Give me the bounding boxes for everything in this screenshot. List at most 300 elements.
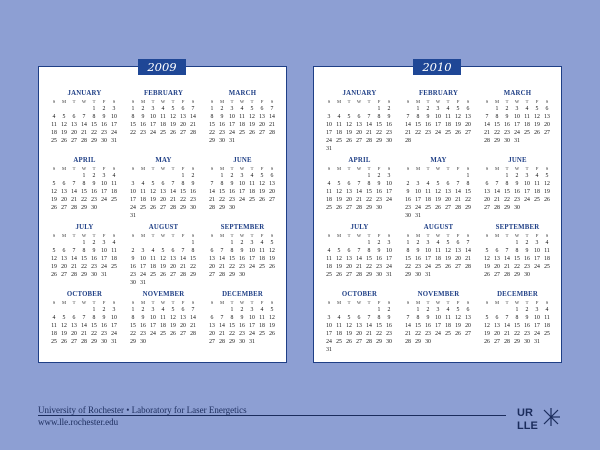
day-cell: 29 bbox=[81, 272, 87, 278]
day-cell: 2 bbox=[131, 248, 135, 254]
month-block bbox=[203, 89, 282, 156]
day-cell: 5 bbox=[436, 181, 440, 187]
week-row bbox=[203, 172, 282, 180]
weekday-header: T bbox=[151, 300, 155, 305]
day-cell: 7 bbox=[210, 181, 214, 187]
day-cell: 9 bbox=[92, 181, 96, 187]
day-cell: 16 bbox=[386, 122, 392, 128]
day-cell: 11 bbox=[259, 315, 265, 321]
day-cell: 23 bbox=[425, 331, 431, 337]
day-cell: 13 bbox=[269, 181, 275, 187]
day-cell: 13 bbox=[259, 114, 265, 120]
week-row bbox=[320, 338, 399, 346]
weekday-header: M bbox=[336, 166, 342, 171]
day-cell: 21 bbox=[455, 197, 461, 203]
day-cell: 27 bbox=[71, 138, 77, 144]
week-row bbox=[203, 338, 282, 346]
week-row bbox=[399, 247, 478, 255]
week-row bbox=[399, 129, 478, 137]
day-cell: 12 bbox=[160, 256, 166, 262]
day-cell: 26 bbox=[269, 331, 275, 337]
day-cell: 21 bbox=[465, 256, 471, 262]
day-cell: 20 bbox=[346, 264, 352, 270]
day-cell: 20 bbox=[346, 197, 352, 203]
weekday-header: M bbox=[336, 300, 342, 305]
day-cell: 11 bbox=[111, 181, 117, 187]
weekday-header-row bbox=[124, 299, 203, 306]
day-cell: 2 bbox=[102, 106, 106, 112]
weekday-header: W bbox=[81, 99, 87, 104]
day-cell: 3 bbox=[426, 240, 430, 246]
weekday-header-row bbox=[320, 299, 399, 306]
weekday-header-row bbox=[399, 98, 478, 105]
day-cell: 30 bbox=[376, 205, 382, 211]
day-cell bbox=[423, 137, 433, 145]
week-row bbox=[320, 129, 399, 137]
day-cell: 10 bbox=[386, 248, 392, 254]
day-cell: 10 bbox=[140, 256, 146, 262]
day-cell: 16 bbox=[239, 256, 245, 262]
day-cell: 27 bbox=[71, 339, 77, 345]
day-cell bbox=[324, 105, 334, 113]
day-cell: 22 bbox=[91, 130, 97, 136]
day-cell: 26 bbox=[61, 138, 67, 144]
weekday-header: T bbox=[446, 300, 450, 305]
day-cell bbox=[109, 271, 119, 279]
week-row bbox=[124, 121, 203, 129]
day-cell: 3 bbox=[525, 173, 529, 179]
day-cell: 22 bbox=[81, 264, 87, 270]
day-cell: 29 bbox=[376, 339, 382, 345]
day-cell: 22 bbox=[514, 331, 520, 337]
weekday-header: T bbox=[347, 300, 351, 305]
day-cell: 12 bbox=[346, 323, 352, 329]
weekday-header: W bbox=[514, 166, 520, 171]
weekday-header-row bbox=[320, 165, 399, 172]
day-cell: 21 bbox=[219, 264, 225, 270]
day-cell: 14 bbox=[405, 323, 411, 329]
day-cell: 30 bbox=[524, 339, 530, 345]
day-cell: 19 bbox=[435, 197, 441, 203]
day-cell bbox=[69, 239, 79, 247]
day-cell: 16 bbox=[376, 256, 382, 262]
day-cell: 26 bbox=[170, 130, 176, 136]
day-cell: 27 bbox=[544, 130, 550, 136]
day-cell: 20 bbox=[209, 264, 215, 270]
day-cell: 2 bbox=[191, 173, 195, 179]
year-badge-2010: 2010 bbox=[413, 59, 461, 75]
day-cell: 5 bbox=[456, 106, 460, 112]
weekday-header: S bbox=[485, 166, 489, 171]
day-cell: 11 bbox=[425, 189, 431, 195]
weekday-header: W bbox=[435, 233, 441, 238]
day-cell: 4 bbox=[525, 106, 529, 112]
day-cell: 3 bbox=[151, 106, 155, 112]
day-cell: 28 bbox=[504, 339, 510, 345]
day-cell bbox=[463, 338, 473, 346]
day-cell: 12 bbox=[51, 189, 57, 195]
day-cell: 16 bbox=[504, 122, 510, 128]
day-cell: 14 bbox=[81, 323, 87, 329]
day-cell: 14 bbox=[504, 323, 510, 329]
weekday-header: T bbox=[171, 99, 175, 104]
day-cell: 10 bbox=[111, 114, 117, 120]
day-cell: 15 bbox=[229, 256, 235, 262]
day-cell: 8 bbox=[230, 315, 234, 321]
weekday-header: T bbox=[446, 99, 450, 104]
day-cell: 11 bbox=[51, 323, 57, 329]
day-cell: 21 bbox=[209, 197, 215, 203]
weekday-header: S bbox=[327, 166, 331, 171]
day-cell: 28 bbox=[219, 339, 225, 345]
day-cell: 19 bbox=[61, 130, 67, 136]
day-cell: 16 bbox=[415, 256, 421, 262]
day-cell: 17 bbox=[534, 323, 540, 329]
week-row bbox=[124, 314, 203, 322]
day-cell: 29 bbox=[190, 272, 196, 278]
day-cell: 20 bbox=[465, 122, 471, 128]
day-cell: 7 bbox=[220, 248, 224, 254]
day-cell bbox=[79, 306, 89, 314]
day-cell: 13 bbox=[160, 189, 166, 195]
day-cell: 27 bbox=[180, 331, 186, 337]
day-cell: 31 bbox=[326, 146, 332, 152]
day-cell: 8 bbox=[377, 315, 381, 321]
month-block bbox=[124, 223, 203, 290]
week-row bbox=[478, 121, 557, 129]
week-row bbox=[203, 306, 282, 314]
week-row bbox=[124, 180, 203, 188]
day-cell: 4 bbox=[161, 307, 165, 313]
day-cell bbox=[463, 271, 473, 279]
day-cell: 25 bbox=[425, 205, 431, 211]
day-cell: 29 bbox=[180, 205, 186, 211]
day-cell bbox=[344, 306, 354, 314]
weekday-header: S bbox=[485, 300, 489, 305]
week-row bbox=[320, 188, 399, 196]
day-cell: 7 bbox=[72, 248, 76, 254]
day-cell: 24 bbox=[111, 130, 117, 136]
day-cell bbox=[158, 172, 168, 180]
day-cell: 23 bbox=[405, 205, 411, 211]
day-cell bbox=[178, 212, 188, 220]
day-cell: 3 bbox=[112, 106, 116, 112]
weekday-header: S bbox=[210, 166, 214, 171]
day-cell: 4 bbox=[436, 240, 440, 246]
week-row bbox=[124, 255, 203, 263]
day-cell: 28 bbox=[209, 205, 215, 211]
day-cell: 14 bbox=[356, 256, 362, 262]
day-cell: 20 bbox=[180, 122, 186, 128]
day-cell: 3 bbox=[141, 248, 145, 254]
weekday-header-row bbox=[124, 98, 203, 105]
week-row bbox=[203, 263, 282, 271]
week-row bbox=[399, 105, 478, 113]
day-cell bbox=[443, 137, 453, 145]
weekday-header: S bbox=[270, 300, 274, 305]
day-cell: 12 bbox=[455, 114, 461, 120]
day-cell: 7 bbox=[485, 114, 489, 120]
day-cell: 28 bbox=[71, 272, 77, 278]
day-cell: 26 bbox=[455, 331, 461, 337]
day-cell: 17 bbox=[150, 323, 156, 329]
day-cell: 7 bbox=[82, 315, 86, 321]
weekday-header: F bbox=[456, 99, 460, 104]
weekday-header: T bbox=[525, 300, 529, 305]
month-block bbox=[45, 156, 124, 223]
day-cell: 26 bbox=[484, 339, 490, 345]
day-cell: 29 bbox=[376, 138, 382, 144]
day-cell: 24 bbox=[140, 272, 146, 278]
day-cell: 9 bbox=[141, 315, 145, 321]
day-cell: 8 bbox=[416, 315, 420, 321]
week-row bbox=[320, 271, 399, 279]
day-cell bbox=[188, 279, 198, 287]
day-cell bbox=[443, 271, 453, 279]
day-cell bbox=[207, 306, 217, 314]
day-cell: 26 bbox=[455, 130, 461, 136]
weekday-header: M bbox=[494, 300, 500, 305]
weekday-header: W bbox=[514, 300, 520, 305]
day-cell: 17 bbox=[386, 189, 392, 195]
day-cell: 28 bbox=[465, 264, 471, 270]
day-cell bbox=[354, 145, 364, 153]
weekday-header: M bbox=[415, 233, 421, 238]
weekday-header: T bbox=[347, 99, 351, 104]
day-cell: 11 bbox=[160, 315, 166, 321]
day-cell: 18 bbox=[435, 256, 441, 262]
weekday-header: W bbox=[239, 233, 245, 238]
day-cell bbox=[168, 212, 178, 220]
day-cell: 6 bbox=[210, 248, 214, 254]
week-row bbox=[45, 188, 124, 196]
weekday-header: M bbox=[336, 233, 342, 238]
day-cell bbox=[138, 172, 148, 180]
weekday-header: S bbox=[131, 300, 135, 305]
day-cell: 26 bbox=[160, 272, 166, 278]
day-cell: 25 bbox=[534, 197, 540, 203]
day-cell: 2 bbox=[387, 106, 391, 112]
day-cell: 5 bbox=[250, 106, 254, 112]
day-cell bbox=[334, 346, 344, 354]
day-cell: 14 bbox=[170, 189, 176, 195]
day-cell: 17 bbox=[101, 256, 107, 262]
day-cell: 11 bbox=[445, 114, 451, 120]
day-cell: 5 bbox=[161, 248, 165, 254]
day-cell: 28 bbox=[366, 138, 372, 144]
month-name: APRIL bbox=[348, 157, 371, 164]
month-block bbox=[320, 223, 399, 290]
day-cell: 24 bbox=[386, 264, 392, 270]
day-cell bbox=[542, 271, 552, 279]
day-cell bbox=[334, 239, 344, 247]
day-cell bbox=[138, 239, 148, 247]
day-cell: 24 bbox=[229, 130, 235, 136]
weekday-header: S bbox=[485, 233, 489, 238]
day-cell: 20 bbox=[356, 331, 362, 337]
day-cell: 11 bbox=[239, 114, 245, 120]
day-cell: 5 bbox=[260, 173, 264, 179]
weekday-header: F bbox=[456, 233, 460, 238]
months-grid-2009 bbox=[45, 89, 282, 357]
week-row bbox=[399, 306, 478, 314]
weekday-header: T bbox=[230, 166, 234, 171]
day-cell: 9 bbox=[406, 189, 410, 195]
day-cell: 26 bbox=[435, 205, 441, 211]
weekday-header: W bbox=[514, 233, 520, 238]
day-cell bbox=[482, 239, 492, 247]
weekday-header: M bbox=[61, 99, 67, 104]
day-cell: 23 bbox=[524, 264, 530, 270]
day-cell: 4 bbox=[446, 106, 450, 112]
day-cell: 7 bbox=[82, 114, 86, 120]
week-row bbox=[124, 322, 203, 330]
day-cell: 23 bbox=[514, 197, 520, 203]
day-cell: 22 bbox=[180, 197, 186, 203]
day-cell: 23 bbox=[524, 331, 530, 337]
week-row bbox=[399, 338, 478, 346]
day-cell: 21 bbox=[71, 197, 77, 203]
day-cell: 23 bbox=[91, 197, 97, 203]
day-cell: 4 bbox=[337, 315, 341, 321]
day-cell bbox=[374, 346, 384, 354]
day-cell: 30 bbox=[239, 272, 245, 278]
day-cell: 4 bbox=[260, 240, 264, 246]
weekday-header: W bbox=[356, 233, 362, 238]
day-cell: 15 bbox=[130, 323, 136, 329]
week-row bbox=[45, 338, 124, 346]
day-cell: 29 bbox=[91, 138, 97, 144]
day-cell: 25 bbox=[259, 264, 265, 270]
day-cell: 22 bbox=[465, 197, 471, 203]
week-row bbox=[124, 129, 203, 137]
day-cell: 29 bbox=[415, 339, 421, 345]
day-cell: 3 bbox=[250, 307, 254, 313]
day-cell: 4 bbox=[260, 307, 264, 313]
day-cell: 28 bbox=[71, 205, 77, 211]
day-cell: 14 bbox=[366, 122, 372, 128]
weekday-header: W bbox=[160, 300, 166, 305]
day-cell: 18 bbox=[544, 323, 550, 329]
day-cell: 12 bbox=[534, 114, 540, 120]
day-cell: 12 bbox=[484, 323, 490, 329]
day-cell: 29 bbox=[405, 272, 411, 278]
day-cell bbox=[354, 306, 364, 314]
day-cell: 2 bbox=[515, 173, 519, 179]
day-cell: 8 bbox=[377, 114, 381, 120]
day-cell bbox=[502, 239, 512, 247]
day-cell: 13 bbox=[494, 323, 500, 329]
logo-text-lle: LLE bbox=[517, 420, 538, 431]
day-cell bbox=[267, 338, 277, 346]
week-row bbox=[203, 314, 282, 322]
day-cell bbox=[423, 172, 433, 180]
weekday-header: F bbox=[456, 166, 460, 171]
day-cell: 25 bbox=[336, 339, 342, 345]
day-cell: 28 bbox=[484, 138, 490, 144]
week-row bbox=[45, 239, 124, 247]
week-row bbox=[399, 212, 478, 220]
logo-text-ur: UR bbox=[517, 407, 533, 419]
day-cell: 6 bbox=[210, 315, 214, 321]
week-row bbox=[124, 188, 203, 196]
day-cell: 1 bbox=[416, 106, 420, 112]
day-cell: 20 bbox=[160, 197, 166, 203]
week-row bbox=[320, 121, 399, 129]
weekday-header: T bbox=[367, 166, 371, 171]
day-cell: 30 bbox=[415, 272, 421, 278]
day-cell: 6 bbox=[72, 114, 76, 120]
weekday-header: F bbox=[535, 300, 539, 305]
month-name: AUGUST bbox=[423, 224, 454, 231]
day-cell: 11 bbox=[524, 114, 530, 120]
day-cell bbox=[492, 239, 502, 247]
day-cell: 16 bbox=[376, 189, 382, 195]
day-cell: 30 bbox=[101, 138, 107, 144]
day-cell: 12 bbox=[259, 181, 265, 187]
weekday-header-row bbox=[45, 232, 124, 239]
week-row bbox=[399, 180, 478, 188]
week-row bbox=[320, 330, 399, 338]
week-row bbox=[320, 204, 399, 212]
day-cell: 8 bbox=[92, 315, 96, 321]
week-row bbox=[124, 113, 203, 121]
weekday-header: F bbox=[535, 233, 539, 238]
day-cell: 27 bbox=[465, 331, 471, 337]
day-cell bbox=[532, 137, 542, 145]
weekday-header: S bbox=[545, 166, 549, 171]
day-cell: 25 bbox=[326, 205, 332, 211]
weekday-header-row bbox=[478, 299, 557, 306]
day-cell bbox=[148, 279, 158, 287]
week-row bbox=[320, 263, 399, 271]
day-cell: 5 bbox=[270, 240, 274, 246]
day-cell: 10 bbox=[435, 114, 441, 120]
day-cell bbox=[148, 172, 158, 180]
day-cell: 21 bbox=[81, 130, 87, 136]
day-cell: 5 bbox=[446, 240, 450, 246]
day-cell: 29 bbox=[514, 272, 520, 278]
day-cell: 10 bbox=[534, 248, 540, 254]
day-cell: 18 bbox=[249, 189, 255, 195]
day-cell: 23 bbox=[376, 264, 382, 270]
day-cell: 9 bbox=[387, 114, 391, 120]
day-cell bbox=[148, 338, 158, 346]
day-cell: 12 bbox=[336, 189, 342, 195]
day-cell: 14 bbox=[71, 189, 77, 195]
day-cell: 22 bbox=[366, 197, 372, 203]
weekday-header: T bbox=[72, 99, 76, 104]
day-cell: 7 bbox=[505, 248, 509, 254]
day-cell: 12 bbox=[336, 256, 342, 262]
footer-url: www.lle.rochester.edu bbox=[38, 417, 119, 427]
day-cell: 6 bbox=[347, 181, 351, 187]
weekday-header: T bbox=[230, 99, 234, 104]
day-cell bbox=[482, 306, 492, 314]
day-cell: 31 bbox=[326, 347, 332, 353]
day-cell: 29 bbox=[514, 339, 520, 345]
day-cell: 8 bbox=[131, 114, 135, 120]
day-cell: 10 bbox=[534, 315, 540, 321]
day-cell bbox=[453, 137, 463, 145]
day-cell: 14 bbox=[504, 256, 510, 262]
day-cell: 25 bbox=[51, 138, 57, 144]
weekday-header-row bbox=[399, 232, 478, 239]
day-cell bbox=[492, 172, 502, 180]
day-cell: 9 bbox=[230, 181, 234, 187]
weekday-header: W bbox=[435, 300, 441, 305]
day-cell: 5 bbox=[337, 248, 341, 254]
